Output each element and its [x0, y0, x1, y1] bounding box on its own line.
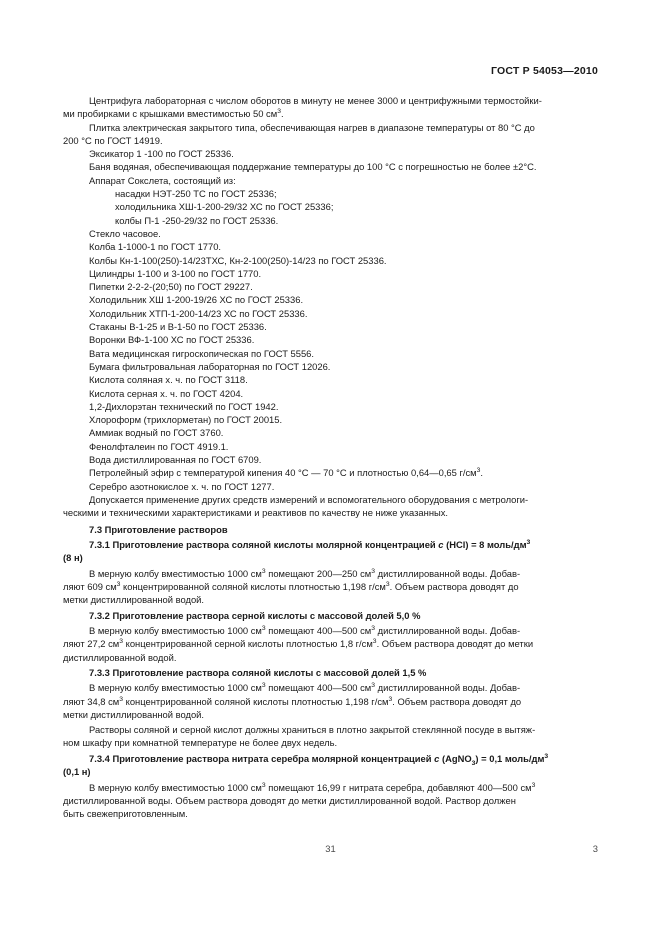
page-content	[63, 0, 598, 820]
list-item: Воронки ВФ-1-100 ХС по ГОСТ 25336.	[89, 334, 255, 346]
list-item: Цилиндры 1-100 и 3-100 по ГОСТ 1770.	[89, 267, 262, 279]
text-segment: ляют 609 см	[63, 580, 117, 592]
petroleum-ether-text: Петролейный эфир с температурой кипения 40 °С — 70 °С и плотностью 0,64—0,65 г/см	[89, 467, 477, 479]
list-item: насадки НЭТ-250 ТС по ГОСТ 25336;	[115, 188, 277, 200]
superscript-cubic-cm: 3	[277, 108, 281, 116]
list-item: Эксикатор 1 -100 по ГОСТ 25336.	[89, 148, 234, 160]
list-item: Аммиак водный по ГОСТ 3760.	[89, 427, 224, 439]
superscript-cubic-cm: 3	[531, 781, 536, 789]
section-heading-7-3-2: 7.3.2 Приготовление раствора серной кислоты с массовой долей 5,0 %	[89, 609, 421, 621]
paragraph-storage-line2: ном шкафу при комнатной температуре не более двух недель.	[63, 737, 338, 749]
paragraph-centrifuge-cont	[63, 107, 598, 120]
text-segment: . Объем раствора доводят до	[389, 580, 519, 592]
page-footer	[63, 843, 598, 859]
subscript-agno3: 3	[471, 759, 476, 767]
paragraph-centrifuge	[63, 94, 598, 107]
list-item: Вата медицинская гигроскопическая по ГОСТ 5556.	[89, 347, 315, 359]
heading-7-3-1-symbol-c: c	[438, 538, 444, 550]
paragraph-storage-line1: Растворы соляной и серной кислот должны храниться в плотно закрытой стеклянной посуде в вытяж-	[89, 724, 536, 736]
list-item-petroleum-ether	[63, 466, 598, 479]
paragraph-hotplate-line2: 200 °С по ГОСТ 14919.	[63, 134, 163, 146]
list-item: колбы П-1 -250-29/32 по ГОСТ 25336.	[115, 214, 279, 226]
section-heading-7-3-1	[63, 538, 598, 565]
superscript-cubic-dm: 3	[526, 538, 531, 546]
superscript-cubic-cm: 3	[388, 695, 393, 703]
paragraph-allowance	[63, 493, 598, 506]
paragraph-allowance-line2: ческими и техническими характеристиками и реактивов по качеству не ниже указанных.	[63, 507, 449, 519]
paragraph-7-3-3-line3: метки дистиллированной водой.	[63, 708, 205, 720]
text-segment: В мерную колбу вместимостью 1000 см	[89, 682, 262, 694]
list-item: 1,2-Дихлорэтан технический по ГОСТ 1942.	[89, 400, 279, 412]
superscript-cubic-cm: 3	[261, 624, 266, 632]
paragraph-7-3-4-line3: быть свежеприготовленным.	[63, 808, 188, 820]
equipment-reagent-list	[63, 147, 598, 493]
footer-page-number-center: 31	[325, 843, 336, 854]
paragraph-allowance-line1: Допускается применение других средств измерений и вспомогательного оборудования с метрологи-	[89, 493, 529, 505]
equipment-intro-block	[63, 94, 598, 147]
text-segment: концентрированной соляной кислоты плотностью 1,198 г/см	[123, 695, 389, 707]
list-item: Стаканы В-1-25 и В-1-50 по ГОСТ 25336.	[89, 321, 267, 333]
heading-7-3-1-part-a: 7.3.1 Приготовление раствора соляной кислоты молярной концентрацией	[89, 538, 439, 550]
list-item: Аппарат Сокслета, состоящий из:	[89, 174, 236, 186]
text-segment: . Объем раствора доводят до	[392, 695, 522, 707]
paragraph-hotplate-cont	[63, 134, 598, 147]
section-heading-7-3-3: 7.3.3 Приготовление раствора соляной кислоты с массовой долей 1,5 %	[89, 666, 427, 678]
section-heading-7-3: 7.3 Приготовление растворов	[89, 523, 228, 535]
superscript-cubic-cm: 3	[116, 580, 121, 588]
text-segment: В мерную колбу вместимостью 1000 см	[89, 624, 262, 636]
text-segment: помещают 400—500 см	[265, 624, 372, 636]
heading-7-3-4-part-b2: ) = 0,1 моль/дм	[475, 752, 545, 764]
paragraph-7-3-3-line1	[63, 681, 598, 694]
superscript-cubic-cm: 3	[476, 467, 481, 475]
superscript-cubic-dm: 3	[544, 752, 549, 760]
footer-page-number-right: 3	[592, 843, 598, 854]
heading-7-3-4-symbol-c: c	[434, 752, 440, 764]
heading-7-3-1-continuation: (8 н)	[63, 552, 83, 564]
text-segment: концентрированной серной кислоты плотностью 1,8 г/см	[123, 638, 373, 650]
superscript-cubic-cm: 3	[261, 567, 266, 575]
paragraph-allowance-cont	[63, 506, 598, 519]
paragraph-7-3-4-line1	[63, 781, 598, 794]
section-heading-7-3-4	[63, 752, 598, 779]
paragraph-7-3-1-line1	[63, 567, 598, 580]
text-segment: дистиллированной воды. Добав-	[375, 624, 521, 636]
text-segment: дистиллированной воды. Добав-	[375, 567, 521, 579]
paragraph-7-3-2-line3: дистиллированной водой.	[63, 651, 177, 663]
superscript-cubic-cm: 3	[371, 682, 376, 690]
paragraph-7-3-1-line2	[63, 580, 598, 593]
superscript-cubic-cm: 3	[371, 624, 376, 632]
list-item: Холодильник ХШ 1-200-19/26 ХС по ГОСТ 25336.	[89, 294, 304, 306]
heading-7-3-4-part-b1: (AgNO	[439, 752, 472, 764]
list-item: Вода дистиллированная по ГОСТ 6709.	[89, 454, 262, 466]
paragraph-7-3-1-line3: метки дистиллированной водой.	[63, 594, 205, 606]
heading-7-3-4-part-a: 7.3.4 Приготовление раствора нитрата серебра молярной концентрацией	[89, 752, 435, 764]
text-segment: помещают 200—250 см	[265, 567, 372, 579]
text-segment: ляют 34,8 см	[63, 695, 120, 707]
text-segment: . Объем раствора доводят до метки	[376, 638, 534, 650]
list-item: Холодильник ХТП-1-200-14/23 ХС по ГОСТ 25336.	[89, 307, 308, 319]
text-segment: В мерную колбу вместимостью 1000 см	[89, 567, 262, 579]
paragraph-7-3-2-line2	[63, 637, 598, 650]
text-segment: помещают 16,99 г нитрата серебра, добавляют 400—500 см	[265, 781, 532, 793]
document-header-standard-number: ГОСТ Р 54053—2010	[490, 65, 598, 77]
list-item: холодильника ХШ-1-200-29/32 ХС по ГОСТ 25336;	[115, 201, 334, 213]
paragraph-hotplate-line1: Плитка электрическая закрытого типа, обеспечивающая нагрев в диапазоне температуры от 80 °С до	[89, 121, 535, 133]
paragraph-7-3-3-line2	[63, 695, 598, 708]
superscript-cubic-cm: 3	[119, 695, 124, 703]
superscript-cubic-cm: 3	[261, 682, 266, 690]
heading-7-3-1-part-b: (HCl) = 8 моль/дм	[443, 538, 527, 550]
text-segment: В мерную колбу вместимостью 1000 см	[89, 781, 262, 793]
text-segment: дистиллированной воды. Добав-	[375, 682, 521, 694]
text-segment: ляют 27,2 см	[63, 638, 120, 650]
superscript-cubic-cm: 3	[119, 638, 124, 646]
list-item: Кислота соляная х. ч. по ГОСТ 3118.	[89, 374, 248, 386]
petroleum-ether-period: .	[480, 467, 483, 479]
paragraph-centrifuge-line2b: .	[280, 108, 284, 120]
paragraph-7-3-4-line2: дистиллированной воды. Объем раствора доводят до метки дистиллированной водой. Раствор должен	[63, 794, 516, 806]
list-item: Пипетки 2-2-2-(20;50) по ГОСТ 29227.	[89, 281, 253, 293]
superscript-cubic-cm: 3	[385, 580, 390, 588]
text-segment: помещают 400—500 см	[265, 682, 372, 694]
list-item: Бумага фильтровальная лабораторная по ГОСТ 12026.	[89, 360, 331, 372]
paragraph-7-3-2-line1	[63, 624, 598, 637]
list-item: Колбы Кн-1-100(250)-14/23ТХС, Кн-2-100(250)-14/23 по ГОСТ 25336.	[89, 254, 387, 266]
heading-7-3-4-continuation: (0,1 н)	[63, 766, 91, 778]
paragraph-centrifuge-line1: Центрифуга лабораторная с числом оборотов в минуту не менее 3000 и центрифужными термостойки-	[89, 95, 542, 106]
list-item: Колба 1-1000-1 по ГОСТ 1770.	[89, 241, 222, 253]
paragraph-centrifuge-line2a: ми пробирками с крышками вместимостью 50 см	[63, 108, 278, 120]
list-item: Баня водяная, обеспечивающая поддержание температуры до 100 °С с погрешностью не более ±2°С.	[89, 161, 537, 173]
list-item: Кислота серная х. ч. по ГОСТ 4204.	[89, 387, 244, 399]
superscript-cubic-cm: 3	[372, 638, 377, 646]
list-item: Хлороформ (трихлорметан) по ГОСТ 20015.	[89, 414, 283, 426]
superscript-cubic-cm: 3	[261, 781, 266, 789]
list-item: Фенолфталеин по ГОСТ 4919.1.	[89, 440, 229, 452]
paragraph-hotplate	[63, 121, 598, 134]
superscript-cubic-cm: 3	[371, 567, 376, 575]
list-item: Стекло часовое.	[89, 227, 161, 239]
text-segment: концентрированной соляной кислоты плотностью 1,198 г/см	[120, 580, 386, 592]
list-item-silver-nitrate: Серебро азотнокислое х. ч. по ГОСТ 1277.	[89, 480, 275, 492]
